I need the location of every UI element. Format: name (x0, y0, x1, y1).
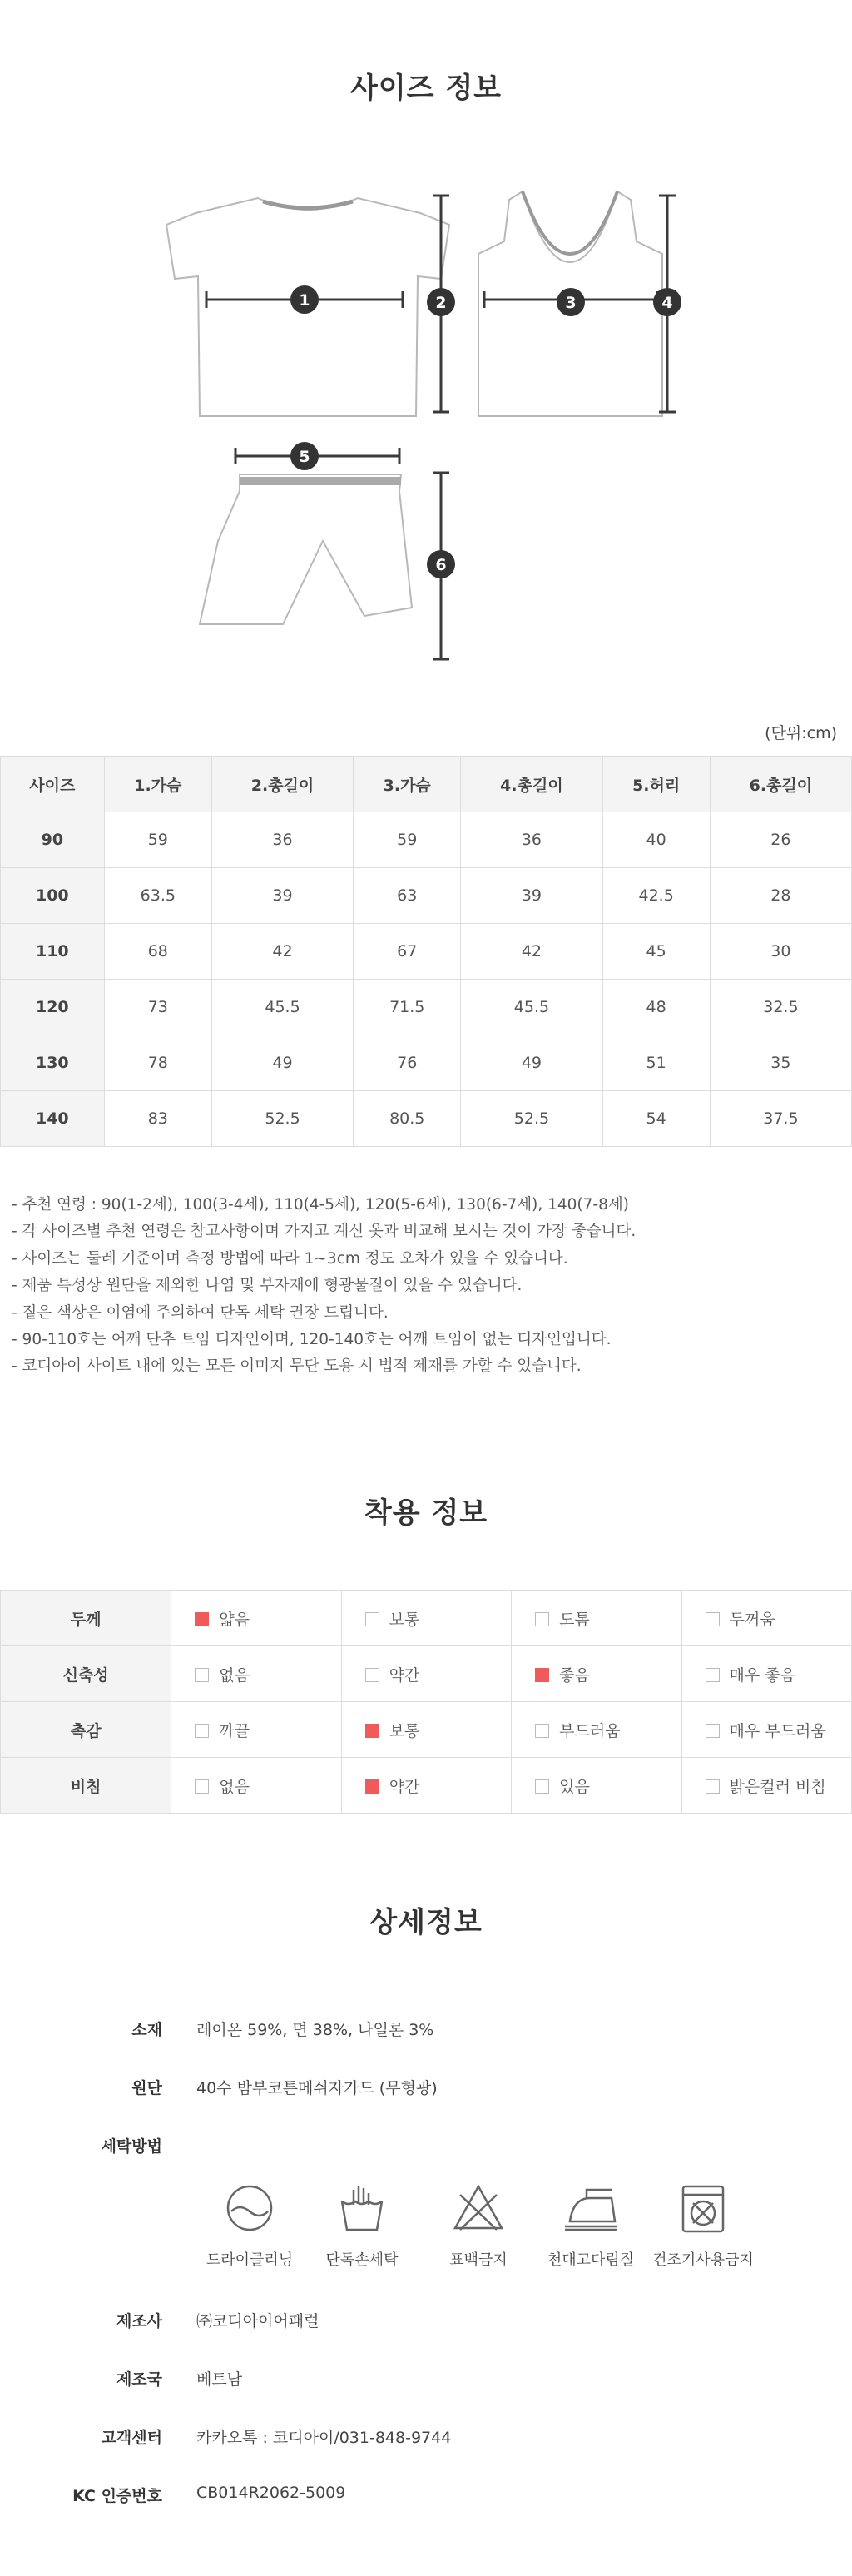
note-line: - 90-110호는 어깨 단추 트임 디자인이며, 120-140호는 어깨 트임이 없는 디자인입니다. (12, 1331, 612, 1349)
shorts-drawing (200, 474, 412, 624)
table-row (1, 924, 852, 980)
wash-label: 단독손세탁 (325, 2251, 399, 2269)
hand-wash-icon (308, 2181, 416, 2270)
wear-row (1, 1591, 852, 1646)
value-cell: 42.5 (602, 868, 710, 924)
wear-option-label: 좋음 (559, 1665, 590, 1685)
value-cell: 45 (602, 924, 710, 980)
header-cell: 3.가슴 (354, 757, 461, 812)
wear-option-label: 약간 (389, 1777, 420, 1796)
value-cell: 80.5 (354, 1091, 461, 1147)
wear-label: 비침 (1, 1758, 171, 1814)
checked-box-icon (365, 1779, 379, 1794)
no-bleach-icon (424, 2181, 532, 2270)
wear-option (681, 1591, 851, 1646)
marker-3-label: 3 (565, 294, 577, 312)
value-cell: 49 (211, 1035, 353, 1091)
value-cell: 78 (104, 1035, 211, 1091)
size-measurement-illustration (150, 175, 699, 674)
note-line: - 제품 특성상 원단을 제외한 나염 및 부자재에 형광물질이 있을 수 있습니다. (12, 1277, 523, 1295)
wear-info-title: 착용 정보 (364, 1496, 488, 1530)
size-cell: 90 (1, 812, 105, 868)
note-line: - 코디아이 사이트 내에 있는 모든 이미지 무단 도용 시 법적 제재를 가할 수 있습니다. (12, 1357, 582, 1376)
value-cell: 35 (710, 1035, 851, 1091)
size-table-header (1, 757, 852, 812)
detail-label: 제조국 (116, 2370, 162, 2389)
unchecked-box-icon (535, 1612, 549, 1626)
value-cell: 37.5 (710, 1091, 851, 1147)
wash-label: 건조기사용금지 (652, 2251, 754, 2269)
detail-row-fabric (0, 2057, 852, 2115)
iron-cloth-icon (537, 2181, 645, 2270)
wear-row (1, 1646, 852, 1702)
wear-row (1, 1702, 852, 1758)
value-cell: 52.5 (461, 1091, 602, 1147)
detail-info-title: 상세정보 (369, 1906, 483, 1939)
value-cell: 59 (104, 812, 211, 868)
header-cell: 6.총길이 (710, 757, 851, 812)
table-row (1, 1091, 852, 1147)
size-notes (12, 1192, 844, 1381)
detail-value: 40수 밤부코튼메쉬자가드 (무형광) (196, 2079, 438, 2097)
value-cell: 59 (354, 812, 461, 868)
value-cell: 45.5 (211, 980, 353, 1035)
value-cell: 49 (461, 1035, 602, 1091)
size-cell: 120 (1, 980, 105, 1035)
wear-option (171, 1646, 341, 1702)
detail-value: CB014R2062-5009 (196, 2484, 346, 2502)
size-cell: 140 (1, 1091, 105, 1147)
wear-option-label: 까끌 (219, 1721, 250, 1740)
wear-option-label: 약간 (389, 1665, 420, 1685)
wash-label: 천대고다림질 (547, 2251, 635, 2269)
dry-clean-icon (196, 2181, 304, 2270)
unchecked-box-icon (195, 1724, 209, 1738)
note-line: - 추천 연령 : 90(1-2세), 100(3-4세), 110(4-5세), 120(5-6세), 130(6-7세), 140(7-8세) (12, 1196, 629, 1214)
wear-option-label: 보통 (389, 1610, 420, 1629)
wear-option (341, 1758, 511, 1814)
wear-option-label: 부드러움 (559, 1721, 621, 1740)
unchecked-box-icon (706, 1724, 720, 1738)
value-cell: 71.5 (354, 980, 461, 1035)
wear-option (341, 1702, 511, 1758)
value-cell: 39 (211, 868, 353, 924)
value-cell: 52.5 (211, 1091, 353, 1147)
table-row (1, 812, 852, 868)
value-cell: 63.5 (104, 868, 211, 924)
marker-2-label: 2 (435, 294, 447, 312)
size-cell: 110 (1, 924, 105, 980)
wear-table (0, 1590, 852, 1814)
value-cell: 76 (354, 1035, 461, 1091)
size-cell: 130 (1, 1035, 105, 1091)
marker-1-label: 1 (299, 291, 310, 310)
checked-box-icon (535, 1668, 549, 1682)
value-cell: 48 (602, 980, 710, 1035)
wear-option-label: 도톰 (559, 1610, 590, 1629)
note-line: - 사이즈는 둘레 기준이며 측정 방법에 따라 1~3cm 정도 오차가 있을 수 있습니다. (12, 1249, 568, 1268)
value-cell: 32.5 (710, 980, 851, 1035)
checked-box-icon (365, 1724, 379, 1738)
detail-label: 고객센터 (101, 2429, 162, 2447)
wear-option (512, 1758, 681, 1814)
size-info-title: 사이즈 정보 (349, 72, 503, 105)
wear-option (171, 1758, 341, 1814)
detail-value: 레이온 59%, 면 38%, 나일론 3% (196, 2021, 434, 2039)
detail-row-wash (0, 2115, 852, 2290)
value-cell: 51 (602, 1035, 710, 1091)
wear-option (512, 1646, 681, 1702)
value-cell: 45.5 (461, 980, 602, 1035)
value-cell: 36 (211, 812, 353, 868)
detail-table (0, 1998, 852, 2523)
wear-option-label: 보통 (389, 1721, 420, 1740)
wear-option (512, 1702, 681, 1758)
wear-option-label: 얇음 (219, 1610, 250, 1629)
detail-value: ㈜코디아이어패럴 (196, 2312, 320, 2330)
wear-option (681, 1758, 851, 1814)
wear-option (681, 1702, 851, 1758)
checked-box-icon (195, 1612, 209, 1626)
unchecked-box-icon (195, 1779, 209, 1794)
header-cell: 2.총길이 (211, 757, 353, 812)
value-cell: 36 (461, 812, 602, 868)
detail-value: 카카오톡 : 코디아이/031-848-9744 (196, 2429, 452, 2447)
detail-row-manufacturer (0, 2290, 852, 2348)
value-cell: 63 (354, 868, 461, 924)
detail-label: 소재 (131, 2021, 162, 2039)
value-cell: 42 (461, 924, 602, 980)
wear-option (341, 1591, 511, 1646)
wear-option-label: 없음 (219, 1665, 250, 1685)
no-tumble-dry-icon (649, 2181, 757, 2270)
wear-option-label: 두꺼움 (729, 1610, 775, 1629)
detail-label: 세탁방법 (101, 2137, 162, 2156)
detail-row-kc (0, 2464, 852, 2523)
unit-label: (단위:cm) (765, 724, 837, 742)
wear-option (681, 1646, 851, 1702)
wear-option-label: 밝은컬러 비침 (729, 1777, 826, 1796)
unchecked-box-icon (706, 1612, 720, 1626)
header-cell: 5.허리 (602, 757, 710, 812)
wear-option-label: 없음 (219, 1777, 250, 1796)
note-line: - 각 사이즈별 추천 연령은 참고사항이며 가지고 계신 옷과 비교해 보시는 것이 가장 좋습니다. (12, 1223, 637, 1241)
size-cell: 100 (1, 868, 105, 924)
marker-4-label: 4 (661, 294, 673, 312)
header-cell: 4.총길이 (461, 757, 602, 812)
value-cell: 40 (602, 812, 710, 868)
wear-option (171, 1591, 341, 1646)
detail-row-service (0, 2406, 852, 2464)
value-cell: 28 (710, 868, 851, 924)
wear-label: 촉감 (1, 1702, 171, 1758)
unchecked-box-icon (535, 1724, 549, 1738)
wear-option (341, 1646, 511, 1702)
unchecked-box-icon (365, 1612, 379, 1626)
unchecked-box-icon (535, 1779, 549, 1794)
wear-label: 두께 (1, 1591, 171, 1646)
value-cell: 54 (602, 1091, 710, 1147)
value-cell: 68 (104, 924, 211, 980)
wash-label: 표백금지 (449, 2251, 508, 2269)
marker-6-label: 6 (435, 556, 447, 574)
detail-label: 제조사 (116, 2312, 162, 2330)
header-cell: 사이즈 (1, 757, 105, 812)
value-cell: 67 (354, 924, 461, 980)
wear-label: 신축성 (1, 1646, 171, 1702)
unchecked-box-icon (195, 1668, 209, 1682)
value-cell: 42 (211, 924, 353, 980)
marker-5-label: 5 (299, 448, 310, 466)
detail-row-material (0, 1998, 852, 2057)
value-cell: 39 (461, 868, 602, 924)
detail-label: KC 인증번호 (72, 2487, 162, 2505)
wear-option-label: 매우 좋음 (729, 1665, 795, 1685)
unchecked-box-icon (706, 1668, 720, 1682)
wear-row (1, 1758, 852, 1814)
note-line: - 짙은 색상은 이염에 주의하여 단독 세탁 권장 드립니다. (12, 1303, 389, 1322)
detail-row-country (0, 2348, 852, 2406)
detail-value: 베트남 (196, 2370, 243, 2389)
wear-option (512, 1591, 681, 1646)
header-cell: 1.가슴 (104, 757, 211, 812)
value-cell: 30 (710, 924, 851, 980)
wear-option-label: 매우 부드러움 (729, 1721, 826, 1740)
wear-option-label: 있음 (559, 1777, 590, 1796)
size-table (0, 756, 852, 1147)
unchecked-box-icon (706, 1779, 720, 1794)
table-row (1, 868, 852, 924)
table-row (1, 1035, 852, 1091)
value-cell: 26 (710, 812, 851, 868)
table-row (1, 980, 852, 1035)
detail-label: 원단 (131, 2079, 162, 2097)
value-cell: 73 (104, 980, 211, 1035)
wash-label: 드라이클리닝 (206, 2251, 294, 2269)
unchecked-box-icon (365, 1668, 379, 1682)
wear-option (171, 1702, 341, 1758)
value-cell: 83 (104, 1091, 211, 1147)
